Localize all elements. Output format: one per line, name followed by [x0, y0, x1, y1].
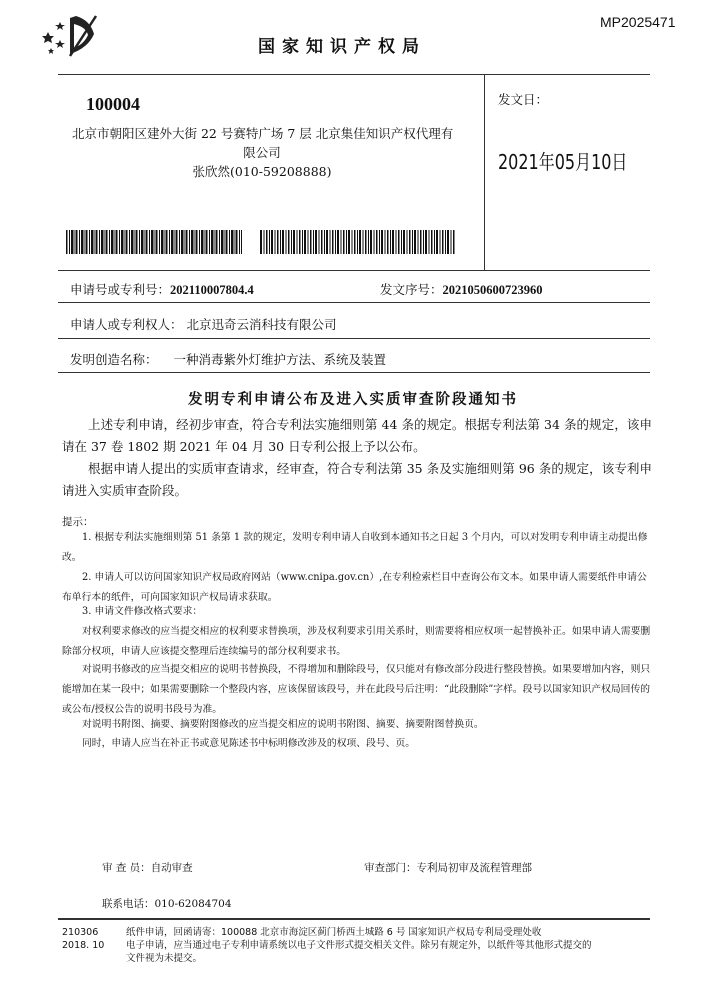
notice-title: 发明专利申请公布及进入实质审查阶段通知书 — [188, 392, 518, 408]
notice-paragraph-2: 根据申请人提出的实质审查请求，经审查，符合专利法第 35 条及实施细则第 96 条的规定，该专利申请进入实质审查阶段。 — [62, 461, 652, 498]
serial-number-field — [380, 280, 543, 298]
serial-number-label: 发文序号： — [380, 282, 443, 297]
barcode-right — [260, 230, 456, 254]
footer-note — [126, 926, 656, 965]
recipient-address-cont: 限公司 — [243, 145, 281, 160]
document-id: MP2025471 — [600, 14, 676, 30]
tip-item-3: 3. 申请文件修改格式要求： — [82, 606, 203, 617]
department-field — [364, 860, 532, 875]
examiner-label: 审 查 员： — [102, 862, 151, 874]
application-number: 202110007804.4 — [170, 283, 254, 297]
examiner-field — [102, 860, 193, 875]
footer-note-line-2: 电子申请，应当通过电子专利申请系统以电子文件形式提交相关文件。除另有规定外，以纸件等其他形式提交的 — [126, 940, 592, 951]
tip-item-2: 2. 申请人可以访问国家知识产权局政府网站（www.cnipa.gov.cn）,在专利检索栏目中查询公布文本。如果申请人需要纸件申请公布单行本的纸件，可向国家知识产权局请求获取。 — [62, 572, 647, 603]
issue-date: 2021年05月10日 — [498, 150, 628, 174]
notice-paragraph-1: 上述专利申请，经初步审查，符合专利法实施细则第 44 条的规定。根据专利法第 34 条的规定，该申请在 37 卷 1802 期 2021 年 04 月 30 日专利公报上予以公布。 — [62, 417, 652, 454]
applicant-field — [70, 315, 337, 333]
invention-title: 一种消毒紫外灯维护方法、系统及装置 — [173, 352, 387, 367]
tip-item-3c: 对说明书附图、摘要、摘要附图修改的应当提交相应的说明书附图、摘要、摘要附图替换页。 — [82, 719, 484, 730]
recipient-contact: 张欣然(010-59208888) — [192, 164, 332, 179]
phone-field — [102, 896, 232, 911]
cnipa-logo-icon — [40, 14, 102, 58]
tips-label: 提示： — [62, 516, 94, 528]
footer-divider — [58, 918, 650, 920]
phone-number: 010-62084704 — [154, 898, 232, 910]
application-number-field — [70, 280, 254, 298]
phone-label: 联系电话： — [102, 898, 155, 910]
tip-item-3d: 同时，申请人应当在补正书或意见陈述书中标明修改涉及的权项、段号、页。 — [82, 738, 416, 749]
examiner-name: 自动审查 — [150, 862, 193, 874]
form-code-block — [62, 926, 122, 952]
footer-note-line-3: 文件视为未提交。 — [126, 953, 203, 964]
form-version: 2018. 10 — [62, 940, 105, 951]
invention-title-field — [70, 350, 386, 368]
field-divider-3 — [58, 372, 650, 373]
serial-number: 2021050600723960 — [442, 283, 543, 297]
department-label: 审查部门： — [364, 862, 417, 874]
barcode-left — [66, 230, 242, 254]
invention-title-label: 发明创造名称： — [70, 352, 158, 367]
issue-date-label: 发文日： — [498, 92, 549, 107]
form-code: 210306 — [62, 927, 99, 938]
office-name: 国家知识产权局 — [258, 37, 426, 57]
issue-box-divider — [484, 74, 485, 270]
field-divider-1 — [58, 302, 650, 303]
footer-note-line-1: 纸件申请，回函请寄：100088 北京市海淀区蓟门桥西土城路 6 号 国家知识产权局专利局受理处收 — [126, 927, 542, 938]
postcode: 100004 — [86, 94, 140, 114]
fields-top-divider — [58, 270, 650, 271]
tip-item-1: 1. 根据专利法实施细则第 51 条第 1 款的规定，发明专利申请人自收到本通知书之日起 3 个月内，可以对发明专利申请主动提出修改。 — [62, 532, 648, 563]
tip-item-3a: 对权利要求修改的应当提交相应的权利要求替换项，涉及权利要求引用关系时，则需要将相应权项一起替换补正。如果申请人需要删除部分权项，申请人应该提交整理后连续编号的部分权利要求书。 — [62, 626, 651, 657]
header-divider — [58, 74, 650, 75]
tip-item-3b: 对说明书修改的应当提交相应的说明书替换段，不得增加和删除段号，仅只能对有修改部分段进行整段替换。如果要增加内容，则只能增加在某一段中；如果需要删除一个整段内容，应该保留该段号，并在此段号后注明：“此段删除”字样。段号以国家知识产权局回传的或公布/授权公告的说明书段号为准。 — [62, 664, 651, 715]
department-name: 专利局初审及流程管理部 — [416, 862, 532, 874]
applicant-name: 北京迅奇云消科技有限公司 — [186, 317, 337, 332]
recipient-address: 北京市朝阳区建外大街 22 号赛特广场 7 层 北京集佳知识产权代理有 — [72, 126, 454, 141]
applicant-label: 申请人或专利权人： — [70, 317, 183, 332]
field-divider-2 — [58, 338, 650, 339]
application-number-label: 申请号或专利号： — [70, 282, 171, 297]
